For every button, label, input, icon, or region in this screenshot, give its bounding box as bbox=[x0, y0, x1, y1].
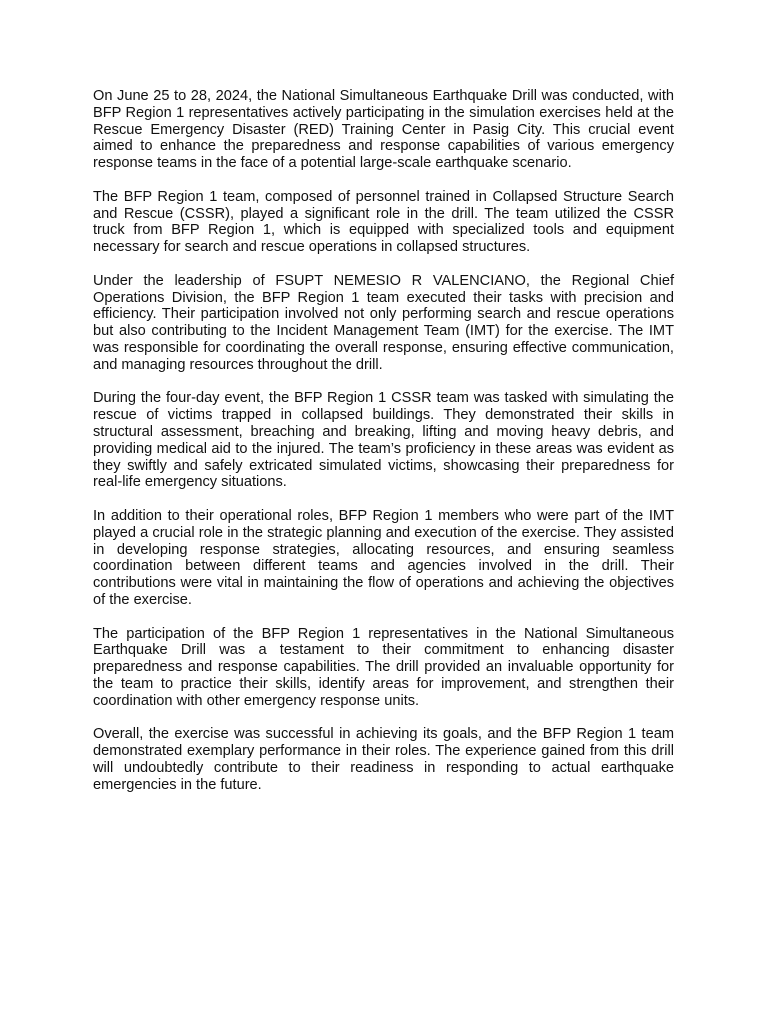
paragraph-4: During the four-day event, the BFP Region 1 CSSR team was tasked with simulating the rescue of victims trapped in collapsed buildings. They demonstrated their skills in structural assessment, breaching and breaking, lifting and moving heavy debris, and providing medical aid to the injured. The team’s proficiency in these areas was evident as they swiftly and safely extricated simulated victims, showcasing their preparedness for real-life emergency situations. bbox=[93, 390, 674, 491]
document-body bbox=[93, 88, 674, 793]
paragraph-3: Under the leadership of FSUPT NEMESIO R VALENCIANO, the Regional Chief Operations Division, the BFP Region 1 team executed their tasks with precision and efficiency. Their participation involved not only performing search and rescue operations but also contributing to the Incident Management Team (IMT) for the exercise. The IMT was responsible for coordinating the overall response, ensuring effective communication, and managing resources throughout the drill. bbox=[93, 272, 674, 373]
paragraph-1: On June 25 to 28, 2024, the National Simultaneous Earthquake Drill was conducted, with BFP Region 1 representatives actively participating in the simulation exercises held at the Rescue Emergency Disaster (RED) Training Center in Pasig City. This crucial event aimed to enhance the preparedness and response capabilities of various emergency response teams in the face of a potential large-scale earthquake scenario. bbox=[93, 88, 674, 172]
paragraph-7: Overall, the exercise was successful in achieving its goals, and the BFP Region 1 team demonstrated exemplary performance in their roles. The experience gained from this drill will undoubtedly contribute to their readiness in responding to actual earthquake emergencies in the future. bbox=[93, 726, 674, 793]
paragraph-5: In addition to their operational roles, BFP Region 1 members who were part of the IMT played a crucial role in the strategic planning and execution of the exercise. They assisted in developing response strategies, allocating resources, and ensuring seamless coordination between different teams and agencies involved in the drill. Their contributions were vital in maintaining the flow of operations and achieving the objectives of the exercise. bbox=[93, 507, 674, 608]
paragraph-6: The participation of the BFP Region 1 representatives in the National Simultaneous Earthquake Drill was a testament to their commitment to enhancing disaster preparedness and response capabilities. The drill provided an invaluable opportunity for the team to practice their skills, identify areas for improvement, and strengthen their coordination with other emergency response units. bbox=[93, 625, 674, 709]
paragraph-2: The BFP Region 1 team, composed of personnel trained in Collapsed Structure Search and Rescue (CSSR), played a significant role in the drill. The team utilized the CSSR truck from BFP Region 1, which is equipped with specialized tools and equipment necessary for search and rescue operations in collapsed structures. bbox=[93, 188, 674, 256]
